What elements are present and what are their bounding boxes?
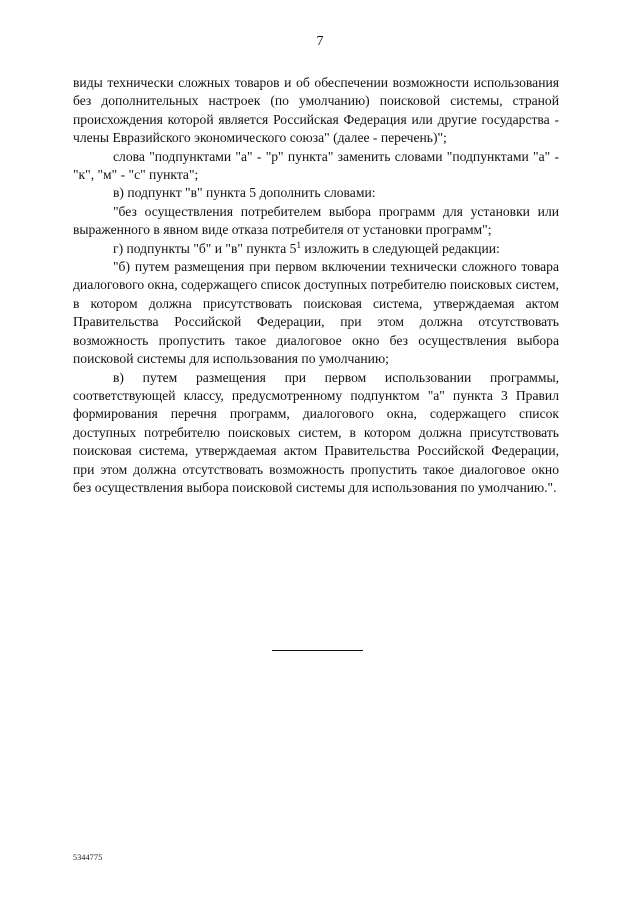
paragraph-item-g bbox=[73, 240, 559, 258]
paragraph-item-v: в) подпункт "в" пункта 5 дополнить словами: bbox=[113, 185, 376, 201]
document-body bbox=[73, 74, 559, 497]
paragraph-item-g-text-end: изложить в следующей редакции: bbox=[300, 240, 500, 256]
paragraph-subitem-v: в) путем размещения при первом использовании программы, соответствующей классу, предусмотренному подпунктом "а" пункта 3 Правил формирования перечня программ, диалогового окна, содержащего список доступных потребителю поисковых систем, в котором должна присутствовать поисковая система, утверждаемая актом Правительства Российской Федерации, при этом должна отсутствовать возможность пропустить такое диалоговое окно без осуществления выбора поисковой системы для использования по умолчанию.". bbox=[73, 369, 559, 495]
separator-line bbox=[272, 650, 363, 651]
page-number: 7 bbox=[316, 34, 324, 49]
paragraph-item-g-text: г) подпункты "б" и "в" пункта 5 bbox=[113, 240, 297, 256]
paragraph-list-continuation: виды технически сложных товаров и об обеспечении возможности использования без дополнительных настроек (по умолчанию) поисковой системы, страной происхождения которой является Российская Федерация или другие государства - члены Евразийского экономического союза" (далее - перечень)"; bbox=[73, 75, 559, 146]
paragraph-replace-words: слова "подпунктами "а" - "р" пункта" заменить словами "подпунктами "а" - "к", "м" - "с" пункта"; bbox=[73, 148, 559, 183]
superscript-marker: 1 bbox=[296, 239, 301, 250]
document-code: 5344775 bbox=[73, 853, 103, 862]
paragraph-subitem-b: "б) путем размещения при первом включении технически сложного товара диалогового окна, содержащего список доступных потребителю поисковых систем, в котором должна присутствовать поисковая система, утверждаемая актом Правительства Российской Федерации, при этом должна отсутствовать возможность пропустить такое диалоговое окно без осуществления выбора поисковой системы для использования по умолчанию; bbox=[73, 259, 559, 367]
paragraph-quoted-addition: "без осуществления потребителем выбора программ для установки или выраженного в явном виде отказа потребителя от установки программ"; bbox=[73, 203, 559, 238]
